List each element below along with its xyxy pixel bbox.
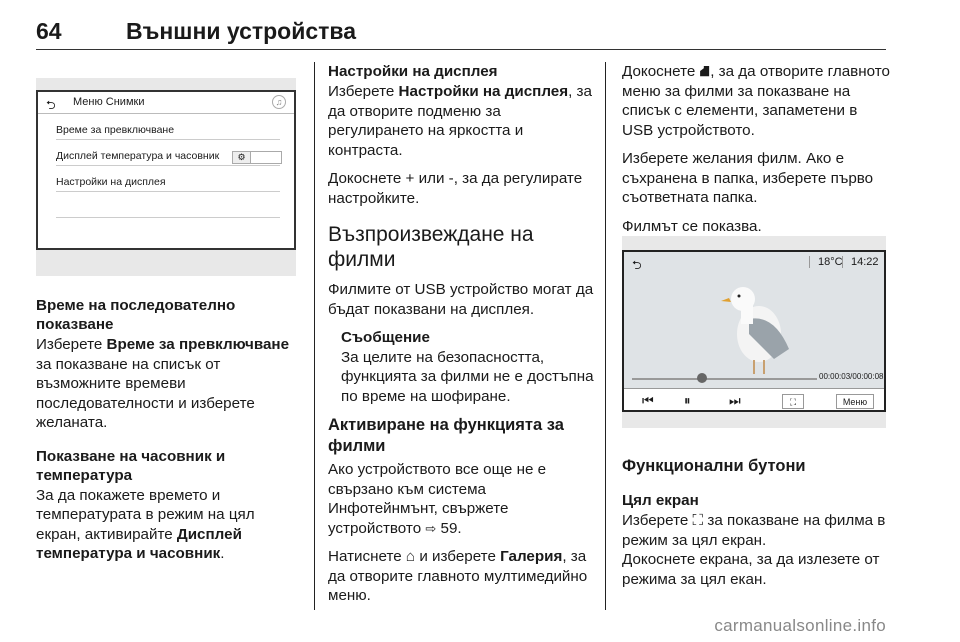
paragraph: Докоснете ⛘, за да отворите главното меню за филми за показване на списък с елементи, запаметени в USB устройството. [622, 63, 890, 139]
progress-track[interactable] [632, 378, 817, 380]
heading-fullscreen: Цял екран [622, 492, 699, 509]
section-heading-movies: Възпроизвеждане на филми [328, 223, 534, 271]
fullscreen-icon: ⛶ [692, 512, 704, 529]
safety-note [341, 328, 598, 406]
toggle-icon[interactable]: ⚙ [232, 151, 282, 164]
heading-display-settings: Настройки на дисплея [328, 63, 498, 80]
paragraph: Докоснете екрана, за да излезете от режима за цял екан. [622, 551, 880, 588]
paragraph: Изберете желания филм. Ако е съхранена в папка, изберете първо съответната папка. [622, 150, 874, 206]
paragraph: Изберете Настройки на дисплея, за да отворите подменю за регулирането на яркостта и контраста. [328, 83, 592, 159]
player-controls [624, 388, 884, 412]
note-title: Съобщение [341, 329, 430, 346]
photos-menu-screen [36, 90, 296, 250]
seagull-image [719, 274, 799, 374]
previous-icon[interactable]: ⏮ [642, 393, 654, 408]
paragraph: Филмът се показва. [622, 217, 762, 235]
player-top-bar [624, 252, 884, 274]
page-ref-icon: ⇨ [425, 520, 437, 536]
note-text: За целите на безопасността, функцията за филми не е достъпна по време на шофиране. [341, 348, 594, 405]
music-note-icon[interactable]: ♫ [272, 95, 286, 109]
fullscreen-icon[interactable]: ⛶ [782, 394, 804, 409]
movie-menu-icon: ⛘ [699, 63, 711, 80]
menu-row-temp-clock[interactable]: Дисплей температура и часовник ⚙ [56, 140, 280, 166]
movie-player-figure [622, 236, 886, 428]
heading-switch-time: Време на последователно показване [36, 297, 236, 333]
menu-row-switch-time[interactable]: Време за превключване [56, 114, 280, 140]
paragraph: Изберете Време за превключване за показване на списък от възможните времеви последователности и изберете желаната. [36, 336, 290, 431]
temperature: 18°C [809, 256, 843, 268]
page-title: Външни устройства [126, 18, 357, 44]
home-icon: ⌂ [405, 548, 416, 565]
page-number: 64 [36, 18, 62, 44]
paragraph: Натиснете ⌂ и изберете Галерия, за да отворите главното мултимедийно меню. [328, 548, 588, 604]
menu-button[interactable]: Меню [836, 394, 874, 409]
column-divider [314, 62, 315, 610]
heading-activate-movies: Активиране на функцията за филми [328, 416, 564, 455]
column-3-bottom [622, 452, 886, 589]
photos-menu-figure [36, 78, 296, 276]
page-header [36, 14, 886, 50]
timecode: 00:00:03/00:00:08 [819, 372, 884, 381]
progress-knob[interactable] [697, 373, 707, 383]
paragraph: Филмите от USB устройство могат да бъдат показвани на дисплея. [328, 281, 594, 318]
paragraph: Изберете ⛶ за показване на филма в режим за цял екран. [622, 512, 886, 549]
screen-title: Меню Снимки [73, 96, 145, 108]
back-arrow-icon[interactable]: ⮌ [632, 258, 642, 272]
next-icon[interactable]: ⏭ [729, 393, 741, 408]
menu-row-empty [56, 192, 280, 218]
movie-player-screen [622, 250, 886, 412]
screen-title-bar [38, 92, 294, 114]
paragraph: Ако устройството все още не е свързано към система Инфотейнмънт, свържете устройството ⇨ 59. [328, 461, 547, 537]
column-divider [605, 62, 606, 610]
heading-clock-temp: Показване на часовник и температура [36, 447, 226, 484]
paragraph: За да покажете времето и температурата в режим на цял екран, активирайте Дисплей температура и часовник. [36, 486, 255, 562]
clock: 14:22 [842, 256, 879, 268]
column-1 [36, 296, 298, 573]
pause-icon[interactable]: ⏸ [684, 393, 691, 408]
column-3 [622, 62, 890, 245]
heading-function-buttons: Функционални бутони [622, 457, 806, 475]
watermark: carmanualsonline.info [714, 616, 886, 635]
back-arrow-icon[interactable]: ⮌ [46, 98, 56, 112]
paragraph: Докоснете + или -, за да регулирате настройките. [328, 170, 583, 207]
column-2 [328, 62, 598, 615]
menu-row-display-settings[interactable]: Настройки на дисплея [56, 166, 280, 192]
